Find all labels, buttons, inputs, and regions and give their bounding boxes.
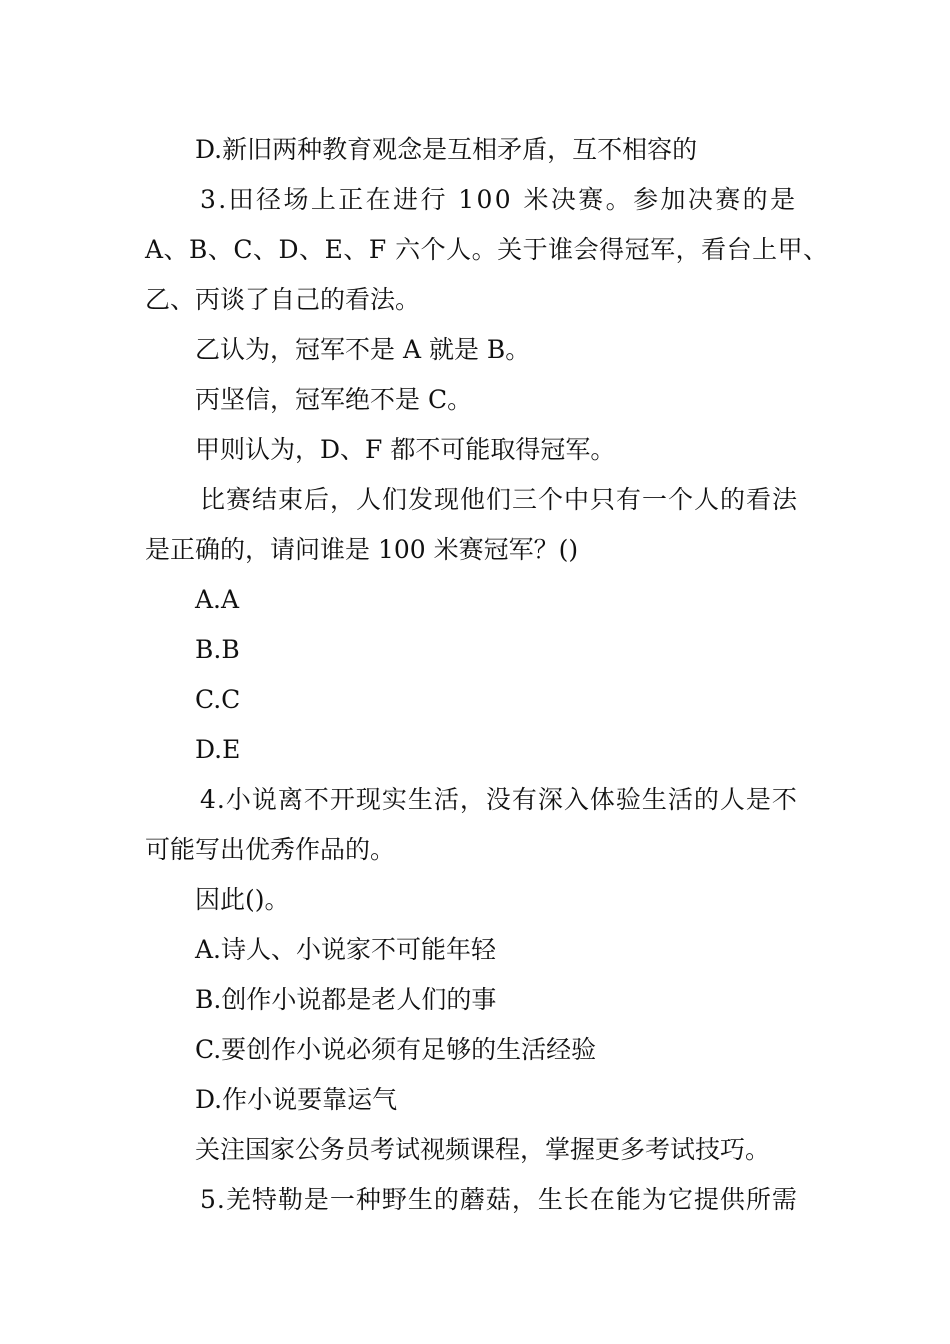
q3-stem-line2: A、B、C、D、E、F 六个人。关于谁会得冠军，看台上甲、 [145,235,829,264]
q2-option-d: D.新旧两种教育观念是互相矛盾，互不相容的 [195,135,698,164]
q4-option-b: B.创作小说都是老人们的事 [195,985,497,1014]
q3-question-line2: 是正确的，请问谁是 100 米赛冠军？() [145,535,579,564]
q4-stem-line1: 4.小说离不开现实生活，没有深入体验生活的人是不 [200,785,798,814]
q3-option-c: C.C [195,685,241,714]
q3-stem-line3: 乙、丙谈了自己的看法。 [145,285,421,314]
q3-option-a: A.A [195,585,240,614]
q4-option-c: C.要创作小说必须有足够的生活经验 [195,1035,597,1064]
q4-option-a: A.诗人、小说家不可能年轻 [195,935,497,964]
q3-statement-bing: 丙坚信，冠军绝不是 C。 [195,385,473,414]
q3-question-line1: 比赛结束后，人们发现他们三个中只有一个人的看法 [200,485,799,514]
q4-therefore: 因此()。 [195,885,290,914]
q3-stem-line1: 3.田径场上正在进行 100 米决赛。参加决赛的是 [200,185,798,214]
q3-option-b: B.B [195,635,240,664]
q5-stem-line1: 5.羌特勒是一种野生的蘑菇，生长在能为它提供所需 [200,1185,798,1214]
q4-stem-line2: 可能写出优秀作品的。 [145,835,396,864]
q3-option-d: D.E [195,735,241,764]
promo-text: 关注国家公务员考试视频课程，掌握更多考试技巧。 [195,1135,771,1164]
q3-statement-yi: 乙认为，冠军不是 A 就是 B。 [195,335,531,364]
q4-option-d: D.作小说要靠运气 [195,1085,398,1114]
q3-statement-jia: 甲则认为，D、F 都不可能取得冠军。 [195,435,616,464]
